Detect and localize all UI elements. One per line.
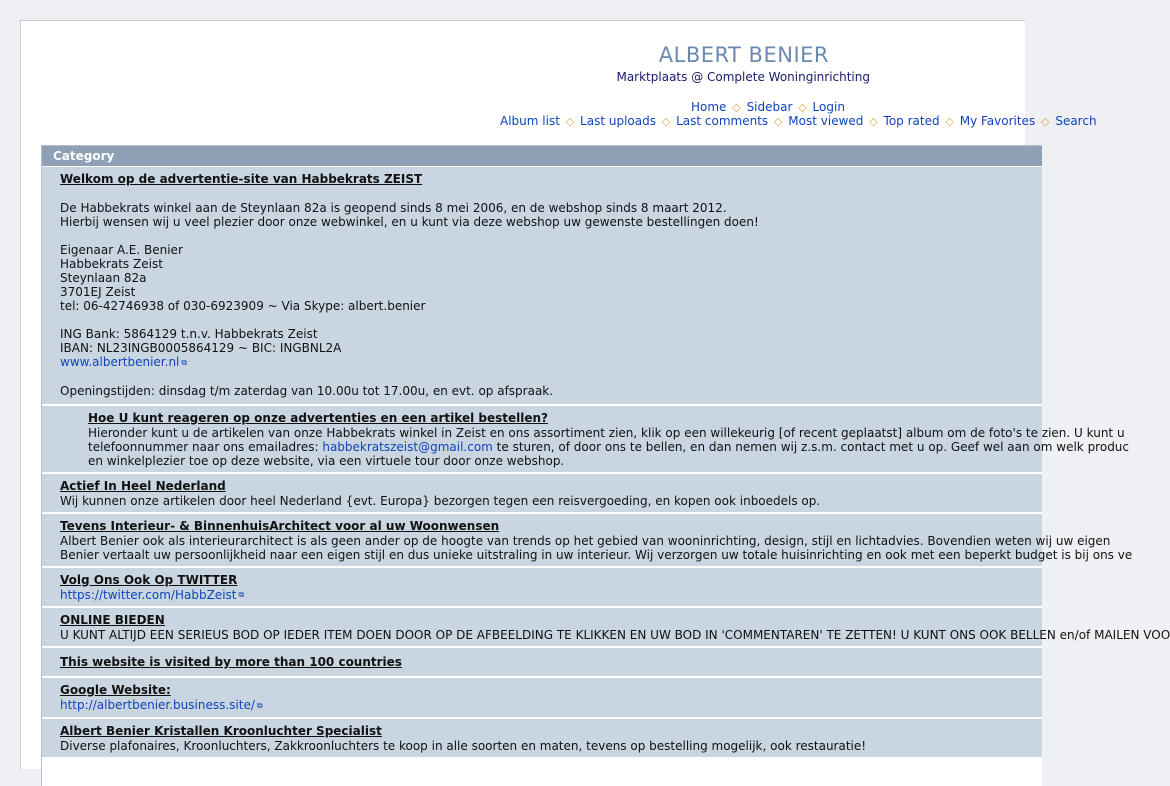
external-link-icon: ⧉ [181, 357, 188, 367]
category-row-bieden [42, 608, 1170, 648]
external-link-icon: ⧉ [238, 590, 245, 599]
category-link-actief[interactable]: Actief In Heel Nederland [60, 478, 226, 493]
diamond-separator-icon: ◇ [774, 115, 783, 128]
category-link-visited[interactable]: This website is visited by more than 100 countries [60, 655, 402, 669]
category-header: Category [42, 146, 1042, 167]
category-row-actief [42, 474, 1042, 514]
opening-hours-line: Openingstijden: dinsdag t/m zaterdag van 10.00u tot 17.00u, en evt. op afspraak. [60, 383, 554, 398]
nav-login[interactable]: Login [812, 100, 845, 114]
category-link-howto[interactable]: Hoe U kunt reageren op onze advertenties en een artikel bestellen? [88, 410, 548, 425]
site-subtitle [21, 70, 1025, 84]
description-line: U KUNT ALTIJD EEN SERIEUS BOD OP IEDER ITEM DOEN DOOR OP DE AFBEELDING TE KLIKKEN EN UW BOD IN 'COMMENTAREN' TE ZETTEN! U KUNT ONS OOK BELLEN en/of MAILEN VOO [60, 628, 1170, 642]
description-line: De Habbekrats winkel aan de Steynlaan 82a is geopend sinds 8 mei 2006, en de webshop sinds 8 maart 2012. [60, 201, 727, 215]
category-row-tevens [42, 514, 1133, 568]
diamond-separator-icon: ◇ [565, 115, 575, 128]
description-line: Wij kunnen onze artikelen door heel Nederland {evt. Europa} bezorgen tegen een reisvergoeding, en kopen ook inboedels op. [60, 493, 821, 508]
street-line: Steynlaan 82a [60, 271, 147, 285]
description-line: Hieronder kunt u de artikelen van onze Habbekrats winkel in Zeist en ons assortiment zien, klik op een willekeurig [of recent geplaatst] album om de foto's te zien. U kunt u [88, 425, 1125, 440]
description-line: en winkelplezier toe op deze website, via een virtuele tour door onze webshop. [88, 453, 565, 468]
description-line: Albert Benier ook als interieurarchitect is als geen ander op de hoogte van trends op het gebied van wooninrichting, design, stijl en lichtadvies. Bovendien weten wij uw eigen [60, 533, 1111, 548]
bank-line: ING Bank: 5864129 t.n.v. Habbekrats Zeist [60, 327, 318, 341]
category-link-google[interactable]: Google Website: [60, 683, 171, 697]
shop-name-line: Habbekrats Zeist [60, 257, 163, 271]
category-link-bieden[interactable]: ONLINE BIEDEN [60, 613, 165, 627]
category-link-welcome[interactable]: Welkom op de advertentie-site van Habbekrats ZEIST [60, 172, 423, 186]
diamond-separator-icon: ◇ [661, 115, 671, 128]
category-row-kristal [42, 719, 1042, 759]
owner-line: Eigenaar A.E. Benier [60, 243, 183, 257]
nav-most-viewed[interactable]: Most viewed [788, 114, 864, 128]
nav-last-uploads[interactable]: Last uploads [580, 114, 656, 128]
twitter-link[interactable]: https://twitter.com/HabbZeist [60, 587, 237, 602]
description-line: Benier vertaalt uw persoonlijkheid naar een eigen stijl en dus unieke uitstraling in uw interieur. Wij verzorgen uw totale huisinrichting en ook met een beperkt budget is bij ons ve [60, 547, 1133, 562]
description-line: Hierbij wensen wij u veel plezier door onze webwinkel, en u kunt via deze webshop uw gewenste bestellingen doen! [60, 215, 759, 229]
google-site-link[interactable]: http://albertbenier.business.site/ [60, 698, 255, 712]
category-link-kristal[interactable]: Albert Benier Kristallen Kroonluchter Specialist [60, 723, 382, 738]
category-table [41, 145, 1170, 786]
site-title [21, 43, 1025, 67]
category-row-welcome [42, 167, 1042, 406]
category-row-google [42, 678, 1042, 719]
email-link[interactable]: habbekratszeist@gmail.com [322, 439, 493, 454]
category-row-howto [42, 406, 1130, 474]
nav-top-rated[interactable]: Top rated [883, 114, 940, 128]
site-header [21, 21, 1097, 145]
diamond-separator-icon: ◇ [869, 115, 878, 128]
site-title-text: ALBERT BENIER [658, 43, 829, 67]
website-link[interactable]: www.albertbenier.nl [60, 355, 180, 369]
external-link-icon: ⧉ [256, 700, 263, 710]
nav-search[interactable]: Search [1055, 114, 1097, 128]
city-line: 3701EJ Zeist [60, 285, 136, 299]
category-link-twitter[interactable]: Volg Ons Ook Op TWITTER [60, 572, 238, 587]
nav-home[interactable]: Home [691, 100, 727, 114]
iban-line: IBAN: NL23INGB0005864129 ~ BIC: INGBNL2A [60, 341, 342, 355]
site-subtitle-text: Marktplaats @ Complete Woninginrichting [616, 70, 870, 84]
nav-last-comments[interactable]: Last comments [676, 114, 769, 128]
nav-album-list[interactable]: Album list [500, 114, 560, 128]
description-line: telefoonnummer naar ons emailadres: habbekratszeist@gmail.com te sturen, of door ons te bellen, en dan nemen wij z.s.m. contact met u op. Geef wel aan om welk produc [88, 439, 1130, 454]
category-link-tevens[interactable]: Tevens Interieur- & BinnenhuisArchitect voor al uw Woonwensen [60, 518, 500, 533]
diamond-separator-icon: ◇ [1041, 115, 1050, 128]
diamond-separator-icon: ◇ [945, 115, 954, 128]
description-line: Diverse plafonaires, Kroonluchters, Zakkroonluchters te koop in alle soorten en maten, tevens op bestelling mogelijk, ook restauratie! [60, 738, 867, 753]
secondary-nav [500, 114, 1097, 128]
diamond-separator-icon: ◇ [798, 101, 807, 114]
primary-nav [691, 100, 845, 114]
nav-my-favorites[interactable]: My Favorites [959, 114, 1036, 128]
category-row-twitter [42, 568, 1042, 609]
page-container [20, 20, 1170, 769]
diamond-separator-icon: ◇ [732, 101, 741, 114]
phone-line: tel: 06-42746938 of 030-6923909 ~ Via Skype: albert.benier [60, 299, 426, 313]
category-row-visited [42, 648, 1042, 678]
nav-sidebar[interactable]: Sidebar [746, 100, 793, 114]
